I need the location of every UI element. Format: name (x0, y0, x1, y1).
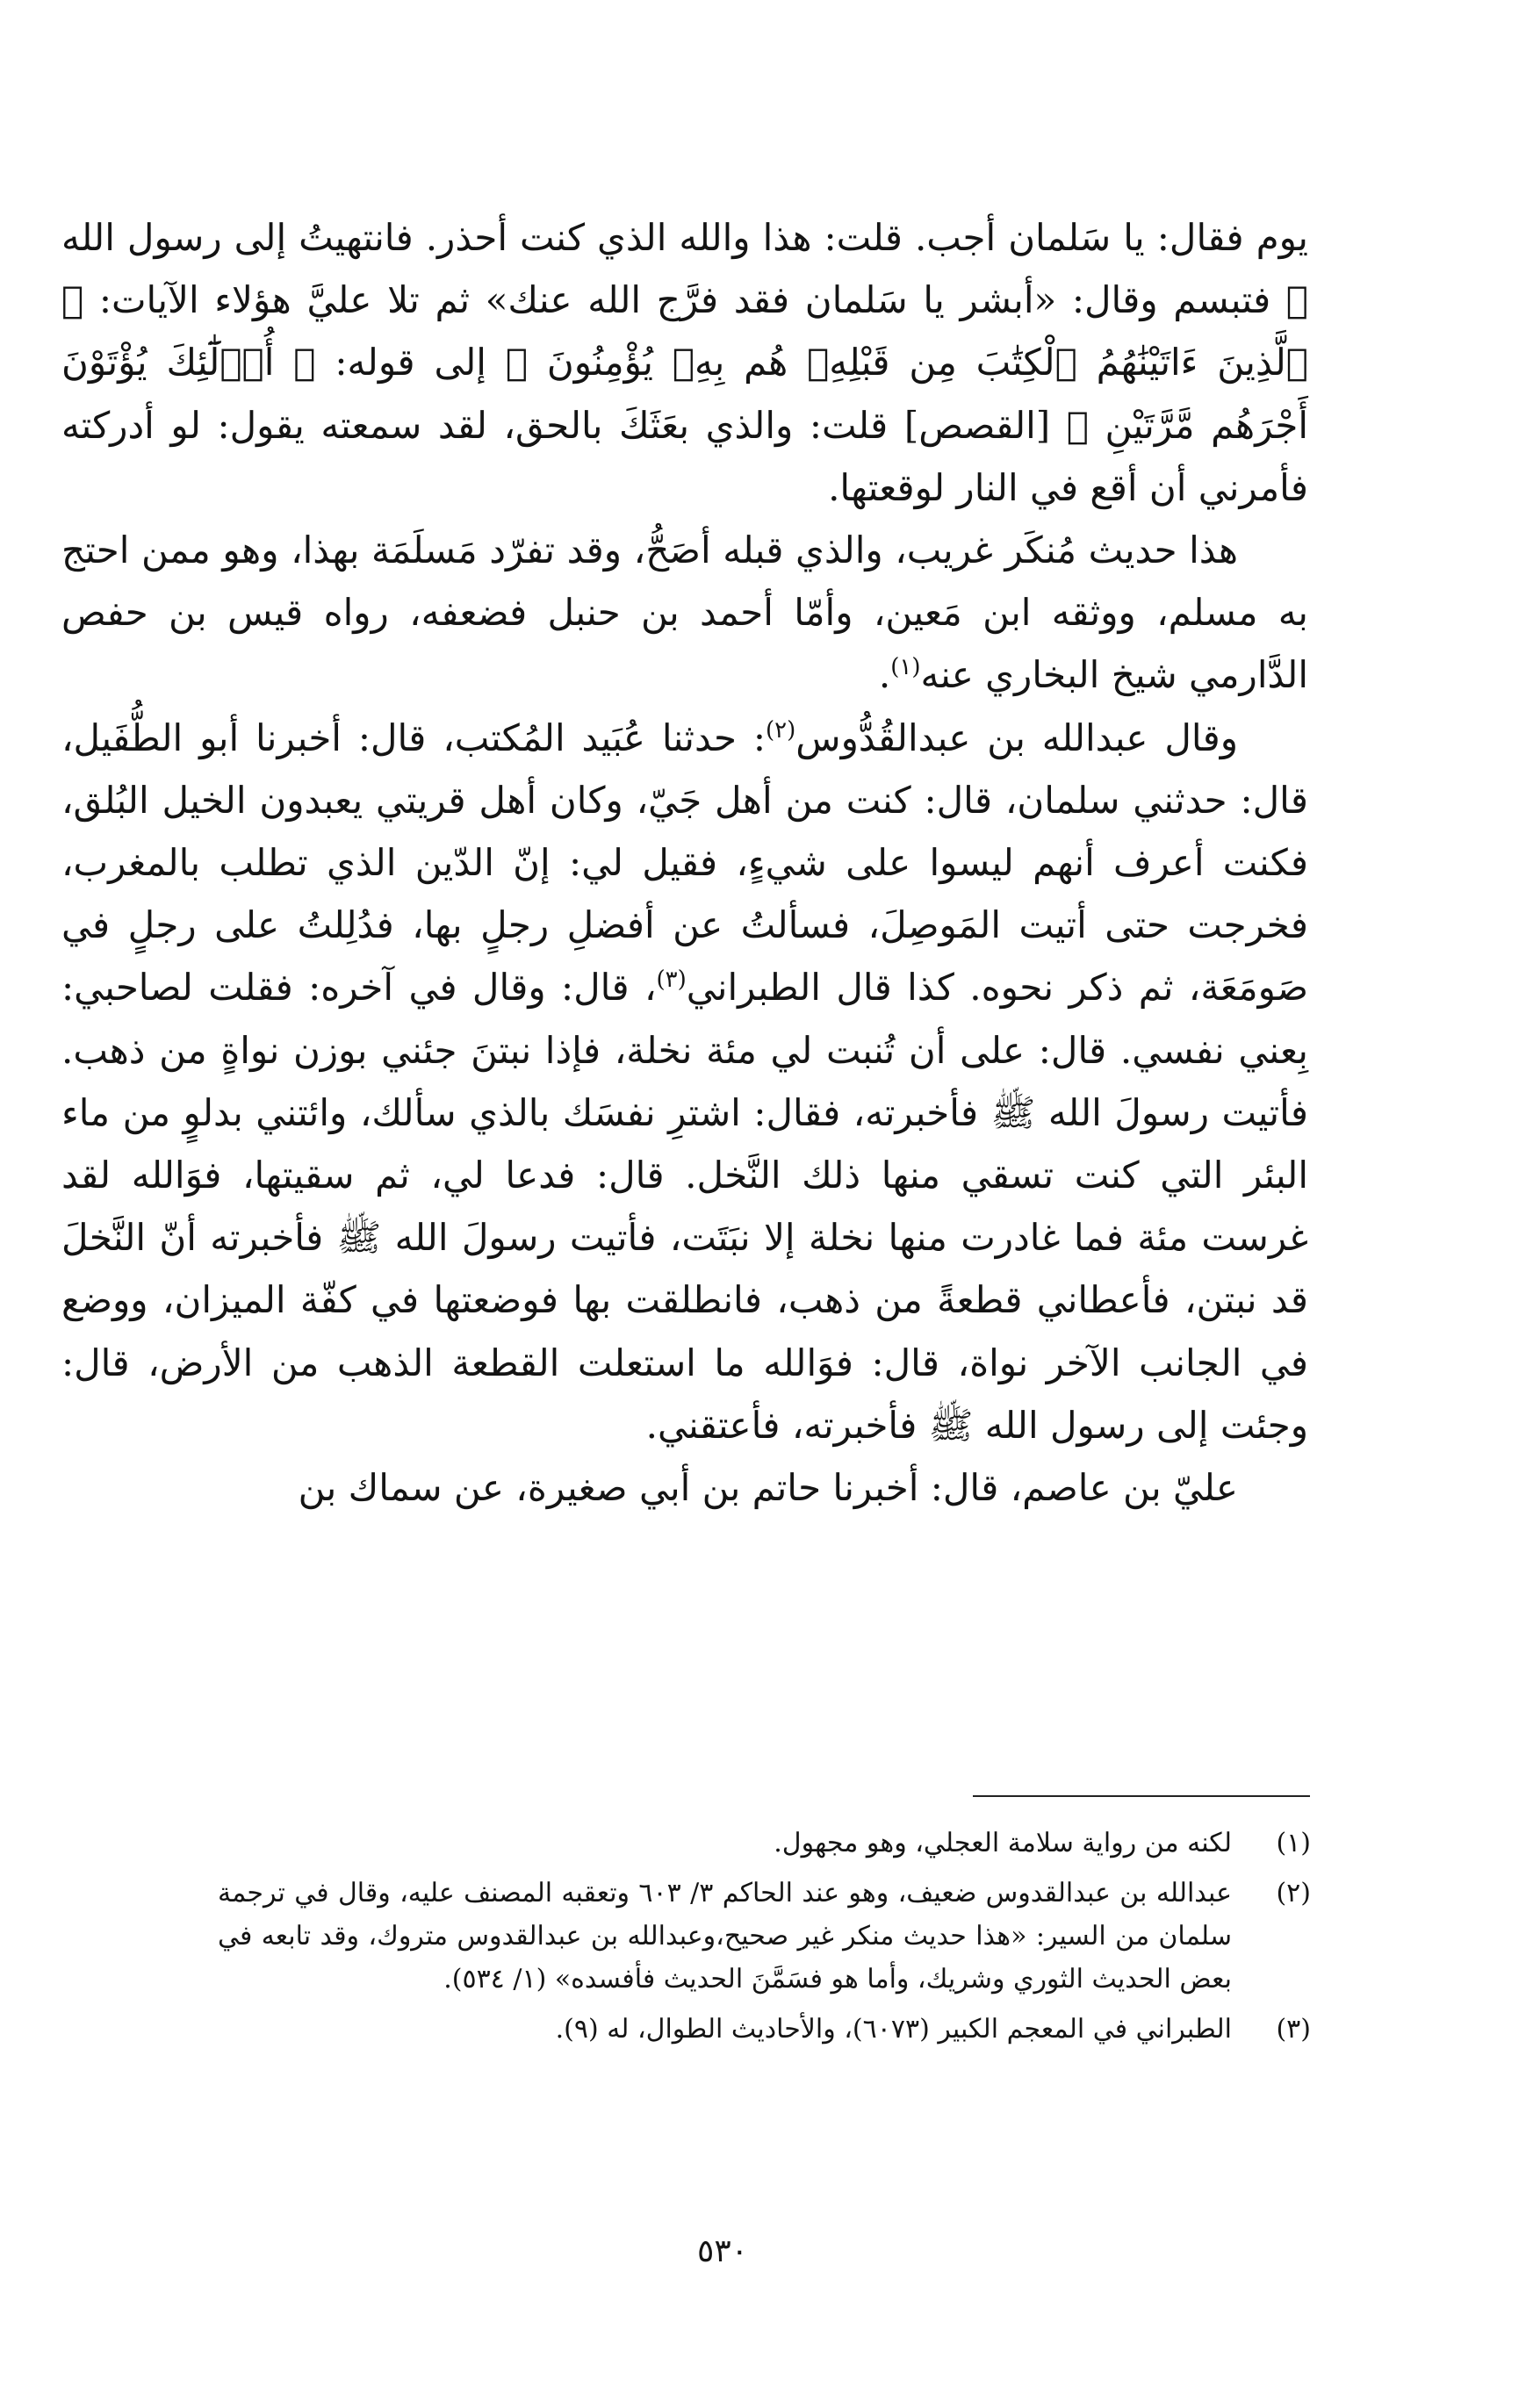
paragraph-1 (61, 206, 1308, 519)
footnote-ref-1: (١) (890, 654, 921, 681)
footnote-3 (218, 2008, 1311, 2051)
paragraph-3-text: : حدثنا عُبَيد المُكتب، قال: أخبرنا أبو الطُّفَيل، قال: حدثني سلمان، قال: كنت من أهل جَيّ، وكان أهل قريتي يعبدون الخيل البُلق، فكنت أعرف أنهم ليسوا على شيءٍ، فقيل لي: إنّ الدّين الذي تطلب بالمغرب، فخرجت حتى أتيت المَوصِلَ، فسألتُ عن أفضلِ رجلٍ بها، فدُلِلتُ على رجلٍ في صَومَعَة، ثم ذكر نحوه. كذا قال الطبراني (61, 715, 1308, 1010)
footnote-1-text: لكنه من رواية سلامة العجلي، وهو مجهول. (774, 1828, 1232, 1858)
footnote-ref-3: (٣) (656, 967, 687, 994)
footnote-1 (218, 1822, 1311, 1865)
paragraph-2-text: هذا حديث مُنكَر غريب، والذي قبله أصَحُّ، وقد تفرّد مَسلَمَة بهذا، وهو ممن احتج به مسلم، ووثقه ابن مَعين، وأمّا أحمد بن حنبل فضعفه، رواه قيس بن حفص الدَّارمي شيخ البخاري عنه (61, 528, 1308, 697)
footnote-2-text: عبدالله بن عبدالقدوس ضعيف، وهو عند الحاكم ٣/ ٦٠٣ وتعقبه المصنف عليه، وقال في ترجمة سلمان من السير: «هذا حديث منكر غير صحيح،وعبدالله بن عبدالقدوس متروك، وقد تابعه في بعض الحديث الثوري وشريك، وأما هو فسَمَّنَ الحديث فأفسده» (١/ ٥٣٤). (218, 1878, 1233, 1995)
main-text-body (61, 206, 1308, 1519)
footnote-2-number: (٢) (1276, 1878, 1311, 1908)
paragraph-2 (61, 519, 1308, 707)
footnotes-section (218, 1822, 1311, 2058)
paragraph-4-text: عليّ بن عاصم، قال: أخبرنا حاتم بن أبي صغيرة، عن سماك بن (298, 1466, 1238, 1510)
paragraph-1-text: يوم فقال: يا سَلمان أجب. قلت: هذا والله الذي كنت أحذر. فانتهيتُ إلى رسول الله ﷺ فتبسم وقال: «أبشر يا سَلمان فقد فرَّج الله عنك» ثم تلا عليَّ هؤلاء الآيات: ﴿ ٱلَّذِينَ ءَاتَيْنَٰهُمُ ٱلْكِتَٰبَ مِن قَبْلِهِۦ هُم بِهِۦ يُؤْمِنُونَ ﴾ إلى قوله: ﴿ أُو۟لَٰٓئِكَ يُؤْتَوْنَ أَجْرَهُم مَّرَّتَيْنِ ﴾ [القصص] قلت: والذي بعَثَكَ بالحق، لقد سمعته يقول: لو أدركته فأمرني أن أقع في النار لوقعتها. (61, 216, 1308, 509)
footnote-3-number: (٣) (1276, 2014, 1311, 2045)
footnote-3-text: الطبراني في المعجم الكبير (٦٠٧٣)، والأحاديث الطوال، له (٩). (555, 2014, 1232, 2045)
footnote-1-number: (١) (1276, 1828, 1311, 1858)
page-number: ٥٣٠ (696, 2233, 748, 2269)
paragraph-3-start: وقال عبدالله بن عبدالقُدُّوس (795, 715, 1238, 759)
footnote-2 (218, 1872, 1311, 2001)
paragraph-2-end: . (878, 653, 891, 697)
footnote-ref-2: (٢) (766, 716, 796, 744)
paragraph-3-end: ، قال: وقال في آخره: فقلت لصاحبي: بِعني نفسي. قال: على أن تُنبت لي مئة نخلة، فإذا نبتنَ جئني بوزن نواةٍ من ذهب. فأتيت رسولَ الله ﷺ فأخبرته، فقال: اشترِ نفسَك بالذي سألك، وائتني بدلوٍ من ماء البئر التي كنت تسقي منها ذلك النَّخل. قال: فدعا لي، ثم سقيتها، فوَالله لقد غرست مئة فما غادرت منها نخلة إلا نبَتَت، فأتيت رسولَ الله ﷺ فأخبرته أنّ النَّخلَ قد نبتن، فأعطاني قطعةً من ذهب، فانطلقت بها فوضعتها في كفّة الميزان، ووضع في الجانب الآخر نواة، قال: فوَالله ما استعلت القطعة الذهب من الأرض، قال: وجئت إلى رسول الله ﷺ فأخبرته، فأعتقني. (61, 966, 1308, 1447)
paragraph-3 (61, 707, 1308, 1456)
footnote-separator (973, 1795, 1310, 1797)
paragraph-4 (61, 1456, 1308, 1519)
